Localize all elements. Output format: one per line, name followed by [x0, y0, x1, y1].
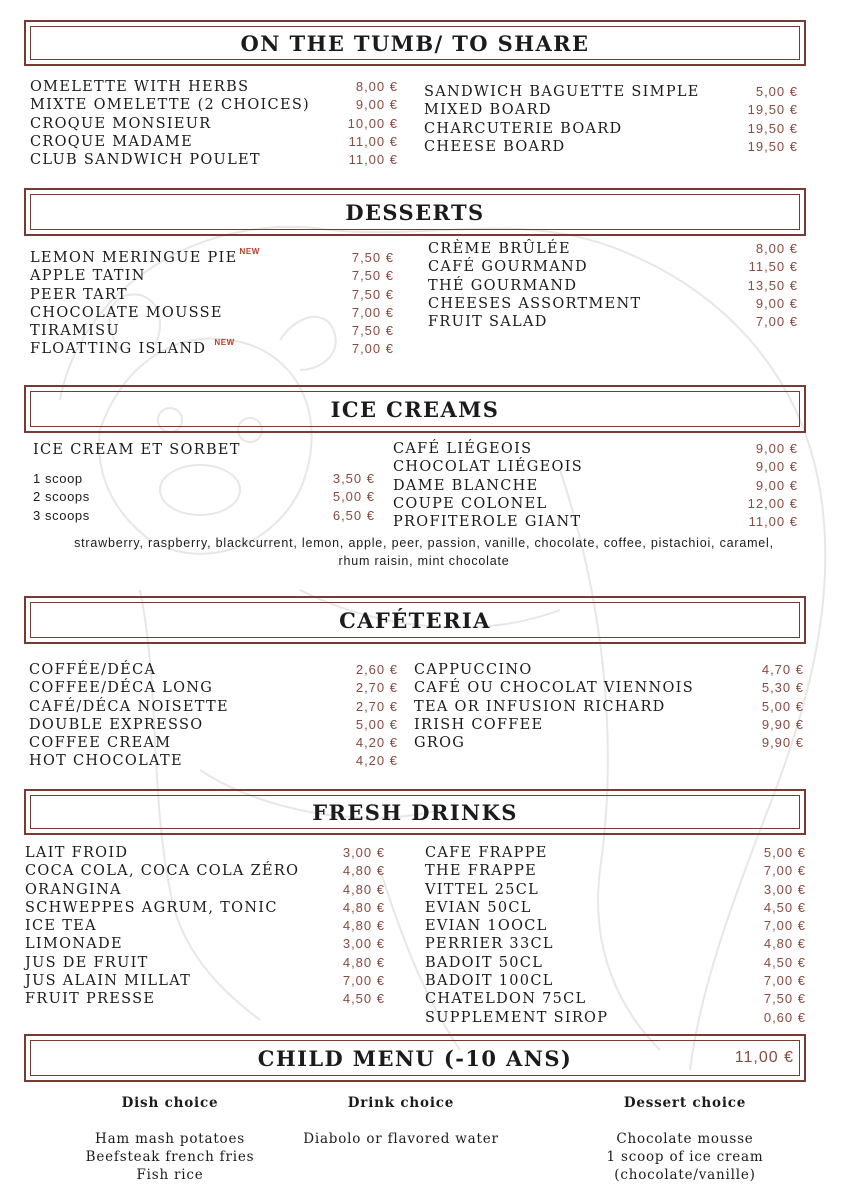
item-price: 9,00 € [355, 97, 398, 113]
menu-item [29, 661, 398, 679]
item-name: HOT CHOCOLATE [29, 753, 183, 770]
item-price: 6,50 € [332, 507, 375, 523]
item-price: 7,50 € [351, 250, 394, 265]
item-name: PERRIER 33CL [425, 936, 554, 953]
child-dish-choice [60, 1094, 280, 1184]
section-title: ON THE TUMB/ TO SHARE [30, 26, 800, 60]
item-price: 3,00 € [763, 881, 806, 897]
menu-item [424, 120, 798, 138]
menu-item [428, 277, 798, 295]
item-price: 13,50 € [747, 277, 798, 293]
item-price: 7,50 € [351, 286, 394, 302]
item-name: PEER TART [30, 286, 128, 303]
menu-item [428, 295, 798, 313]
section-header-to-share [24, 20, 806, 66]
menu-item [425, 917, 806, 935]
menu-item [30, 267, 394, 285]
item-name: CROQUE MONSIEUR [30, 115, 212, 132]
item-name: CHEESE BOARD [424, 138, 566, 155]
item-price: 7,00 € [763, 863, 806, 879]
menu-item [30, 322, 394, 340]
item-name: 2 scoops [33, 489, 90, 505]
item-price: 3,50 € [332, 471, 375, 486]
menu-item [29, 679, 398, 697]
new-badge: NEW [214, 338, 235, 348]
item-name: CAFÉ/DÉCA NOISETTE [29, 698, 229, 715]
dessert-choice-heading: Dessert choice [623, 1095, 747, 1111]
item-price: 10,00 € [347, 115, 398, 131]
child-drink-choice [290, 1094, 512, 1148]
child-menu-price: 11,00 € [734, 1049, 794, 1066]
item-price: 19,50 € [747, 102, 798, 118]
item-name: COFFEE CREAM [29, 735, 172, 752]
ice-creams-right-column [393, 440, 798, 531]
item-name: DAME BLANCHE [393, 477, 539, 494]
item-price: 4,50 € [763, 954, 806, 970]
item-name: CAFE FRAPPE [425, 845, 548, 861]
menu-item [428, 258, 798, 276]
item-name: COCA COLA, COCA COLA ZÉRO [25, 863, 300, 880]
item-price: 5,30 € [761, 680, 804, 696]
item-price: 4,80 € [763, 936, 806, 952]
item-price: 11,00 € [348, 133, 398, 149]
item-name: APPLE TATIN [30, 268, 146, 285]
item-name: BADOIT 50CL [425, 954, 544, 971]
menu-item [25, 844, 385, 862]
item-name: COUPE COLONEL [393, 495, 548, 512]
menu-item [425, 990, 806, 1008]
menu-item [428, 240, 798, 258]
item-name: CHOCOLATE MOUSSE [30, 304, 223, 321]
item-price: 4,50 € [342, 991, 385, 1007]
menu-item [393, 458, 798, 476]
menu-item [25, 954, 385, 972]
menu-item [25, 935, 385, 953]
flavors-line-1: strawberry, raspberry, blackcurrent, lemon, apple, peer, passion, vanille, chocolate, coffee, pistachioi, caramel, [74, 536, 774, 550]
item-price: 4,80 € [342, 899, 385, 915]
item-price: 3,00 € [342, 845, 385, 860]
item-price: 11,50 € [748, 259, 798, 275]
menu-item [29, 752, 398, 770]
section-header-desserts [24, 188, 806, 236]
menu-item [414, 661, 804, 679]
menu-item [25, 917, 385, 935]
item-price: 4,70 € [761, 662, 804, 677]
to-share-right-column [424, 83, 798, 156]
dish-option: Beefsteak french fries [85, 1149, 255, 1165]
item-price: 2,70 € [355, 680, 398, 696]
menu-item [393, 513, 798, 531]
item-name: JUS DE FRUIT [25, 954, 149, 971]
item-name: ORANGINA [25, 881, 122, 898]
scoop-item [33, 507, 375, 525]
menu-item [25, 899, 385, 917]
item-price: 9,00 € [755, 459, 798, 475]
item-name: FRUIT SALAD [428, 314, 548, 331]
menu-item [425, 972, 806, 990]
menu-item [425, 935, 806, 953]
item-price: 4,80 € [342, 918, 385, 934]
menu-item [29, 716, 398, 734]
section-header-child-menu [24, 1034, 806, 1082]
item-name: LIMONADE [25, 936, 123, 953]
item-name: 3 scoops [33, 507, 90, 523]
section-title: CHILD MENU (-10 ANS) [30, 1040, 800, 1076]
item-price: 4,20 € [355, 753, 398, 769]
item-price: 5,00 € [763, 845, 806, 860]
desserts-left-column [30, 249, 394, 359]
item-price: 19,50 € [747, 120, 798, 136]
menu-item [425, 899, 806, 917]
section-title: DESSERTS [30, 194, 800, 230]
item-price: 4,80 € [342, 881, 385, 897]
item-price: 9,00 € [755, 477, 798, 493]
cafeteria-right-column [414, 661, 804, 752]
menu-item [29, 734, 398, 752]
child-dessert-choice [560, 1094, 810, 1184]
section-title: ICE CREAMS [30, 391, 800, 427]
item-price: 0,60 € [763, 1009, 806, 1025]
fresh-drinks-right-column [425, 844, 806, 1027]
menu-item [25, 862, 385, 880]
item-name: COFFEE/DÉCA LONG [29, 680, 214, 697]
item-name: SANDWICH BAGUETTE SIMPLE [424, 84, 700, 100]
item-price: 7,00 € [342, 973, 385, 989]
item-price: 3,00 € [342, 936, 385, 952]
item-price: 4,20 € [355, 735, 398, 751]
section-title: CAFÉTERIA [30, 602, 800, 638]
item-price: 5,00 € [332, 489, 375, 505]
scoop-item [33, 470, 375, 488]
item-price: 7,00 € [763, 973, 806, 989]
dish-option: Ham mash potatoes [95, 1131, 245, 1147]
menu-item [425, 1009, 806, 1027]
scoops-column [33, 470, 375, 525]
item-price: 5,00 € [761, 698, 804, 714]
item-price: 4,80 € [342, 863, 385, 879]
item-price: 7,00 € [755, 314, 798, 330]
item-price: 4,80 € [342, 954, 385, 970]
item-name: THÉ GOURMAND [428, 277, 578, 294]
item-name: TIRAMISU [30, 323, 120, 340]
drink-choice-heading: Drink choice [347, 1095, 455, 1111]
item-name: LEMON MERINGUE PIE [30, 250, 238, 266]
menu-item [393, 477, 798, 495]
menu-item [25, 972, 385, 990]
item-price: 7,00 € [351, 341, 394, 357]
item-name: LAIT FROID [25, 845, 129, 861]
menu-item [30, 340, 394, 358]
item-name: CAFÉ LIÉGEOIS [393, 441, 533, 457]
item-name: ICE TEA [25, 918, 97, 935]
item-name: MIXED BOARD [424, 102, 552, 119]
item-name: CAPPUCCINO [414, 662, 533, 678]
menu-item [414, 679, 804, 697]
menu-item [30, 286, 394, 304]
item-name: SCHWEPPES AGRUM, TONIC [25, 899, 278, 916]
item-price: 19,50 € [747, 138, 798, 154]
item-name: GROG [414, 735, 466, 752]
menu-item [414, 698, 804, 716]
item-name: 1 scoop [33, 471, 83, 486]
menu-item [393, 495, 798, 513]
ice-cream-subtitle [33, 441, 333, 459]
item-name: CLUB SANDWICH POULET [30, 152, 261, 169]
item-price: 11,00 € [748, 514, 798, 530]
menu-item [30, 115, 398, 133]
desserts-right-column [428, 240, 798, 331]
menu-item [30, 96, 398, 114]
section-header-cafeteria [24, 596, 806, 644]
menu-item [414, 734, 804, 752]
item-name: JUS ALAIN MILLAT [25, 973, 192, 990]
item-name: DOUBLE EXPRESSO [29, 716, 204, 733]
menu-item [424, 83, 798, 101]
menu-item [30, 133, 398, 151]
menu-item [425, 881, 806, 899]
dish-option: Fish rice [136, 1167, 204, 1183]
item-name: COFFÉE/DÉCA [29, 662, 157, 678]
dessert-option: 1 scoop of ice cream [606, 1149, 764, 1165]
menu-item [25, 990, 385, 1008]
item-price: 7,50 € [351, 323, 394, 339]
menu-item [30, 304, 394, 322]
item-price: 9,00 € [755, 441, 798, 456]
scoop-item [33, 488, 375, 506]
item-name: PROFITEROLE GIANT [393, 514, 582, 531]
to-share-left-column [30, 78, 398, 169]
flavors-line-2: rhum raisin, mint chocolate [338, 554, 510, 568]
menu-item [414, 716, 804, 734]
section-title: FRESH DRINKS [30, 795, 800, 829]
item-name: OMELETTE WITH HERBS [30, 79, 250, 95]
item-name: IRISH COFFEE [414, 716, 544, 733]
menu-item [424, 138, 798, 156]
item-price: 7,00 € [763, 918, 806, 934]
item-name: CROQUE MADAME [30, 133, 193, 150]
menu-item [425, 844, 806, 862]
item-price: 4,50 € [763, 899, 806, 915]
item-name: CAFÉ OU CHOCOLAT VIENNOIS [414, 680, 694, 697]
item-price: 9,90 € [761, 735, 804, 751]
dish-choice-heading: Dish choice [121, 1095, 219, 1111]
item-name: CHARCUTERIE BOARD [424, 120, 623, 137]
ice-cream-sorbet-label: ICE CREAM ET SORBET [33, 442, 241, 458]
fresh-drinks-left-column [25, 844, 385, 1009]
menu-item [29, 698, 398, 716]
menu-item [30, 151, 398, 169]
item-name: CHEESES ASSORTMENT [428, 295, 642, 312]
item-price: 2,60 € [355, 662, 398, 677]
item-price: 9,00 € [755, 295, 798, 311]
item-price: 7,50 € [763, 991, 806, 1007]
item-price: 12,00 € [747, 495, 798, 511]
item-name: CHATELDON 75CL [425, 991, 587, 1008]
item-name: EVIAN 1OOCL [425, 918, 548, 935]
item-name: SUPPLEMENT SIROP [425, 1009, 609, 1026]
item-price: 9,90 € [761, 716, 804, 732]
menu-item [25, 881, 385, 899]
menu-item [393, 440, 798, 458]
dessert-option: (chocolate/vanille) [614, 1167, 756, 1183]
item-name: THE FRAPPE [425, 863, 538, 880]
item-name: BADOIT 100CL [425, 973, 554, 990]
menu-item [30, 249, 394, 267]
menu-item [425, 954, 806, 972]
item-price: 11,00 € [348, 152, 398, 168]
item-price: 8,00 € [755, 241, 798, 256]
item-price: 7,50 € [351, 268, 394, 284]
menu-item [424, 101, 798, 119]
new-badge: NEW [239, 247, 260, 256]
menu-item [428, 313, 798, 331]
item-name: FRUIT PRESSE [25, 991, 156, 1008]
item-price: 8,00 € [355, 79, 398, 94]
drink-option: Diabolo or flavored water [303, 1131, 499, 1147]
item-name: FLOATTING ISLAND [30, 341, 207, 358]
section-header-fresh-drinks [24, 789, 806, 835]
item-price: 2,70 € [355, 698, 398, 714]
item-name: CRÈME BRÛLÉE [428, 241, 571, 257]
item-price: 5,00 € [755, 84, 798, 99]
menu-item [30, 78, 398, 96]
item-name: CAFÉ GOURMAND [428, 259, 588, 276]
flavors-list [24, 534, 824, 570]
dessert-option: Chocolate mousse [616, 1131, 754, 1147]
section-header-ice-creams [24, 385, 806, 433]
item-name: TEA OR INFUSION RICHARD [414, 698, 666, 715]
item-name: CHOCOLAT LIÉGEOIS [393, 459, 583, 476]
cafeteria-left-column [29, 661, 398, 771]
menu-item [425, 862, 806, 880]
item-price: 5,00 € [355, 716, 398, 732]
item-name: MIXTE OMELETTE (2 CHOICES) [30, 97, 311, 114]
item-name: VITTEL 25CL [425, 881, 540, 898]
item-name: EVIAN 50CL [425, 899, 532, 916]
item-price: 7,00 € [351, 304, 394, 320]
